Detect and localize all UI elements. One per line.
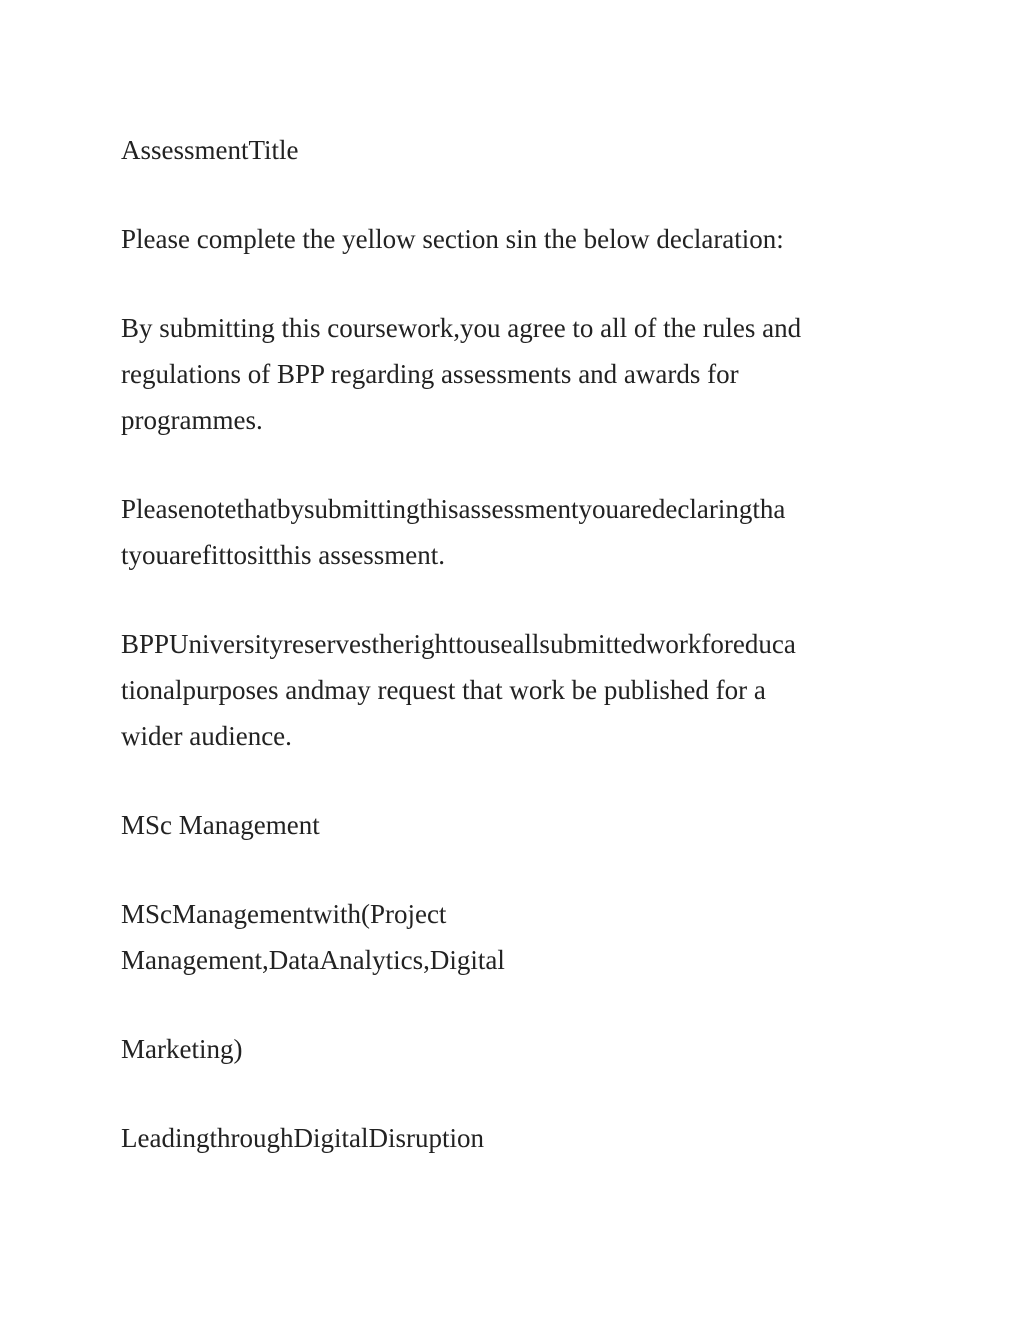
rights-note-line-3: wider audience.	[121, 721, 292, 751]
instruction-line: Please complete the yellow section sin the below declaration:	[121, 224, 784, 254]
programme-with-line-2: Management,DataAnalytics,Digital	[121, 945, 505, 975]
instruction-text	[121, 216, 911, 262]
programme-with-continuation	[121, 1026, 911, 1072]
programme-with-cont-text: Marketing)	[121, 1034, 243, 1064]
fitness-note-paragraph	[121, 486, 911, 578]
rights-note-line-2: tionalpurposes andmay request that work be published for a	[121, 675, 766, 705]
declaration-line-1: By submitting this coursework,you agree to all of the rules and	[121, 313, 802, 343]
rights-note-line-1: BPPUniversityreservestherighttouseallsubmittedworkforeduca	[121, 629, 796, 659]
fitness-note-line-1: Pleasenotethatbysubmittingthisassessmentyouaredeclaringtha	[121, 494, 786, 524]
assessment-title	[121, 127, 911, 173]
rights-note-paragraph	[121, 621, 911, 759]
programme-name-text: MSc Management	[121, 810, 320, 840]
programme-name	[121, 802, 911, 848]
programme-with-paragraph	[121, 891, 911, 983]
programme-with-line-1: MScManagementwith(Project	[121, 899, 447, 929]
declaration-line-2: regulations of BPP regarding assessments and awards for	[121, 359, 739, 389]
assessment-title-text: AssessmentTitle	[121, 135, 299, 165]
fitness-note-line-2: tyouarefittositthis assessment.	[121, 540, 445, 570]
declaration-paragraph	[121, 305, 911, 443]
module-title-text: LeadingthroughDigitalDisruption	[121, 1123, 484, 1153]
declaration-line-3: programmes.	[121, 405, 263, 435]
document-page	[121, 127, 911, 1204]
module-title	[121, 1115, 911, 1161]
